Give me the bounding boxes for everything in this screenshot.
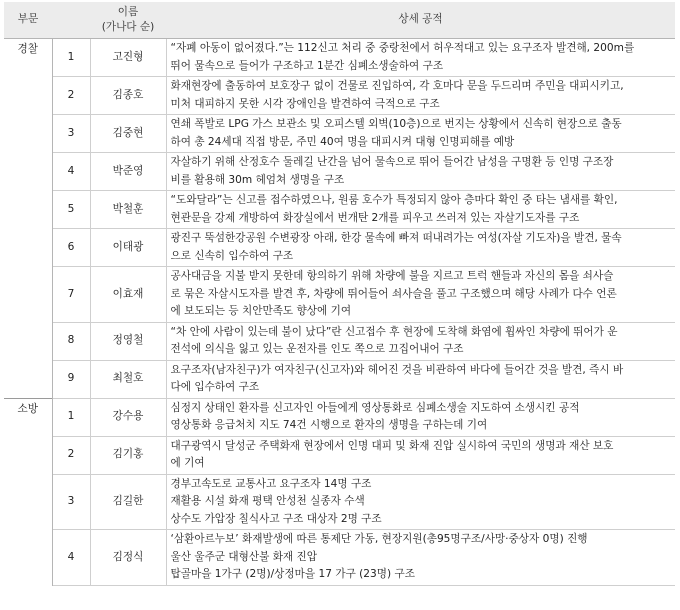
detail-line: ‘삼환아르누보’ 화재발생에 따른 통제단 가동, 현장지원(총95명구조/사망·중상자 0명) 진행: [170, 533, 588, 545]
header-row: [4, 2, 675, 39]
table-row: [4, 436, 675, 474]
name-cell: 김종호: [90, 77, 166, 115]
detail-line: 미처 대피하지 못한 시각 장애인을 발견하여 극적으로 구조: [170, 97, 440, 110]
table-row: [4, 474, 675, 530]
detail-cell: [166, 322, 675, 360]
detail-line: 비를 활용해 30m 헤엄쳐 생명을 구조: [170, 173, 345, 186]
name-cell: 고진형: [90, 39, 166, 77]
detail-cell: [166, 39, 675, 77]
detail-line: 영상통화 응급처치 지도 74건 시행으로 환자의 생명을 구하는데 기여: [170, 419, 488, 431]
detail-cell: [166, 115, 675, 153]
name-cell: 이효재: [90, 267, 166, 323]
detail-line: 으로 신속히 입수하여 구조: [170, 249, 294, 262]
detail-line: 울산 울주군 대형산불 화재 진압: [170, 550, 318, 563]
header-name: [90, 2, 166, 39]
detail-line: 전석에 의식을 잃고 있는 운전자를 인도 쪽으로 끄집어내어 구조: [170, 343, 464, 355]
number-cell: 8: [52, 322, 90, 360]
number-cell: 3: [52, 115, 90, 153]
detail-line: 대구광역시 달성군 주택화재 현장에서 인명 대피 및 화재 진압 실시하여 국민의 생명과 재산 보호: [170, 439, 614, 452]
detail-cell: [166, 530, 675, 586]
header-number: [52, 2, 90, 39]
number-cell: 2: [52, 436, 90, 474]
detail-line: 로 묶은 자살시도자를 발견 후, 차량에 뛰어들어 쇠사슬을 풀고 구조했으며 해당 사례가 다수 언론: [170, 287, 617, 300]
table-body: [4, 39, 675, 586]
name-cell: 박준영: [90, 153, 166, 191]
detail-line: “차 안에 사람이 있는데 불이 났다”란 신고접수 후 현장에 도착해 화염에 휩싸인 차량에 뛰어가 운: [170, 325, 618, 338]
name-cell: 이태광: [90, 229, 166, 267]
detail-cell: [166, 436, 675, 474]
detail-line: 요구조자(남자친구)가 여자친구(신고자)와 헤어진 것을 비관하여 바다에 들어간 것을 발견, 즉시 바: [170, 363, 624, 376]
detail-line: 에 보도되는 등 치안만족도 향상에 기여: [170, 305, 352, 317]
detail-line: 에 기여: [170, 457, 205, 469]
name-cell: 정영철: [90, 322, 166, 360]
number-cell: 1: [52, 39, 90, 77]
table-row: [4, 322, 675, 360]
number-cell: 4: [52, 530, 90, 586]
detail-line: “자폐 아동이 없어졌다.”는 112신고 처리 중 중랑천에서 허우적대고 있는 요구조자 발견해, 200m를: [170, 42, 635, 54]
table-row: [4, 77, 675, 115]
detail-cell: [166, 153, 675, 191]
detail-cell: [166, 474, 675, 530]
detail-line: 다에 입수하여 구조: [170, 381, 260, 393]
header-detail: 상세 공적: [166, 2, 675, 39]
detail-line: 하여 총 24세대 직접 방문, 주민 40여 명을 대피시켜 대형 인명피해를 예방: [170, 135, 515, 148]
detail-line: 자살하기 위해 산정호수 둘레길 난간을 넘어 물속으로 뛰어 들어간 남성을 구명환 등 인명 구조장: [170, 156, 614, 168]
name-cell: 박철훈: [90, 191, 166, 229]
detail-line: 연쇄 폭발로 LPG 가스 보관소 및 오피스텔 외벽(10층)으로 번지는 상황에서 신속히 현장으로 출동: [170, 118, 622, 130]
table-row: [4, 530, 675, 586]
name-cell: 최철호: [90, 360, 166, 398]
detail-cell: [166, 360, 675, 398]
detail-line: 탑골마을 1가구 (2명)/상정마을 17 가구 (23명) 구조: [170, 568, 415, 580]
detail-line: “도와달라”는 신고를 접수하였으나, 원룸 호수가 특정되지 않아 층마다 확인 중 타는 냄새를 확인,: [170, 194, 618, 206]
name-cell: 김중현: [90, 115, 166, 153]
detail-cell: [166, 267, 675, 323]
detail-cell: [166, 229, 675, 267]
category-cell: 경찰: [4, 39, 52, 399]
header-name-line2: (가나다 순): [101, 21, 155, 33]
detail-line: 현관문을 강제 개방하여 화장실에서 번개탄 2개를 피우고 쓰러져 있는 자살기도자를 구조: [170, 211, 580, 224]
number-cell: 7: [52, 267, 90, 323]
category-cell: 소방: [4, 398, 52, 585]
header-category: 부문: [4, 2, 52, 39]
detail-cell: [166, 191, 675, 229]
detail-cell: [166, 77, 675, 115]
name-cell: 김기홍: [90, 436, 166, 474]
detail-line: 뛰어 물속으로 들어가 구조하고 1분간 심폐소생술하여 구조: [170, 59, 444, 72]
detail-line: 재활용 시설 화재 평택 안성천 실종자 수색: [170, 495, 365, 507]
detail-line: 공사대금을 지불 받지 못한데 항의하기 위해 차량에 불을 지르고 트럭 핸들과 자신의 몸을 쇠사슬: [170, 270, 614, 282]
detail-line: 상수도 가압장 칠식사고 구조 대상자 2명 구조: [170, 512, 382, 525]
awards-table: [4, 2, 675, 586]
detail-line: 심정지 상태인 환자를 신고자인 아들에게 영상통화로 심폐소생술 지도하여 소생시킨 공적: [170, 401, 580, 414]
header-name-line1: 이름: [117, 6, 139, 18]
detail-line: 화재현장에 출동하여 보호장구 없이 건물로 진입하여, 각 호마다 문을 두드리며 주민을 대피시키고,: [170, 80, 624, 92]
table-row: [4, 115, 675, 153]
table-row: [4, 153, 675, 191]
table-row: [4, 191, 675, 229]
detail-line: 경부고속도로 교통사고 요구조자 14명 구조: [170, 477, 372, 490]
detail-line: 광진구 뚝섬한강공원 수변광장 아래, 한강 물속에 빠져 떠내려가는 여성(자살 기도자)을 발견, 물속: [170, 232, 622, 244]
table-row: [4, 39, 675, 77]
detail-cell: [166, 398, 675, 436]
number-cell: 6: [52, 229, 90, 267]
number-cell: 4: [52, 153, 90, 191]
number-cell: 9: [52, 360, 90, 398]
number-cell: 2: [52, 77, 90, 115]
name-cell: 김길한: [90, 474, 166, 530]
number-cell: 5: [52, 191, 90, 229]
name-cell: 강수용: [90, 398, 166, 436]
table-row: [4, 398, 675, 436]
table-row: [4, 267, 675, 323]
number-cell: 3: [52, 474, 90, 530]
table-row: [4, 360, 675, 398]
name-cell: 김정식: [90, 530, 166, 586]
table-row: [4, 229, 675, 267]
number-cell: 1: [52, 398, 90, 436]
